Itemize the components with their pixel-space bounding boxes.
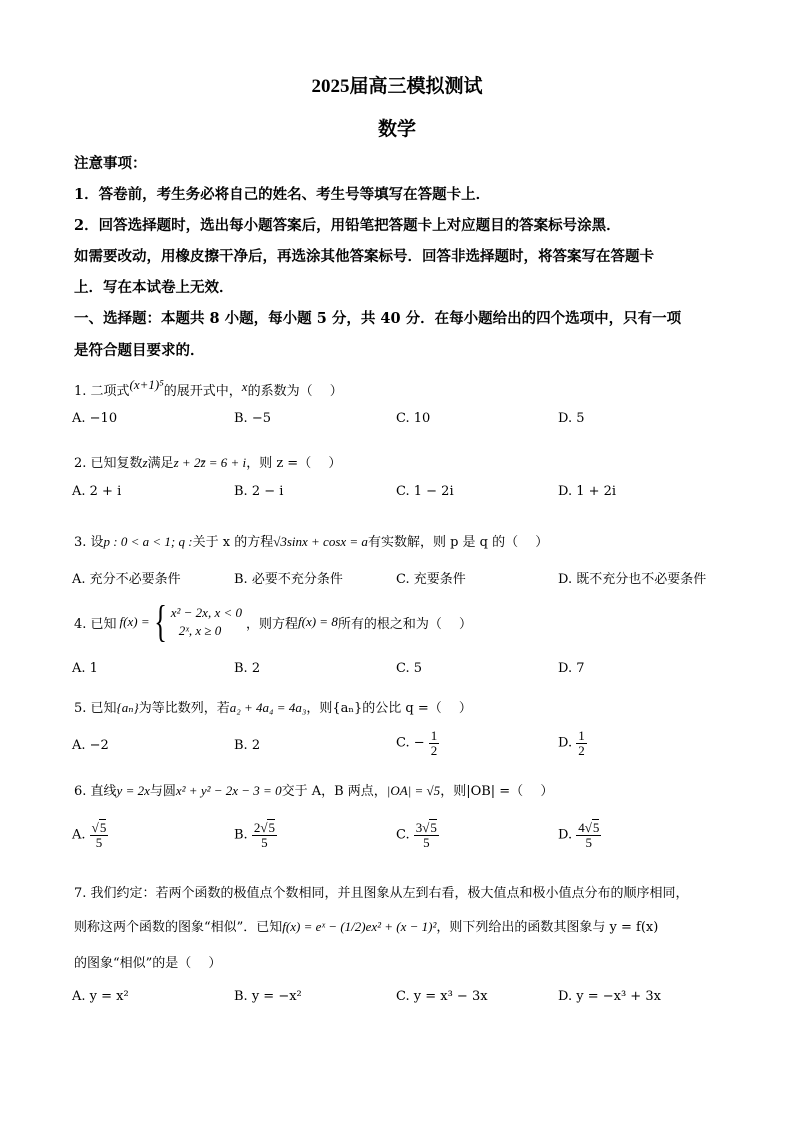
question-text: 为等比数列，若 [138, 701, 230, 716]
option-a: A. 充分不必要条件 [72, 572, 181, 587]
subject-title: 数学 [377, 119, 416, 140]
notice-item-2: 2．回答选择题时，选出每小题答案后，用铅笔把答题卡上对应题目的答案标号涂黑． [74, 217, 621, 234]
piece-2: 2ˣ, x ≥ 0 [178, 623, 222, 638]
question-text: ，则|OB| =（ ） [440, 784, 554, 799]
option-b: B. 必要不充分条件 [234, 572, 343, 587]
option-label: C. − [396, 735, 425, 751]
question-6 [74, 780, 553, 799]
option-c: C. 1 − 2i [396, 484, 454, 499]
option-d: D. 1 + 2i [558, 484, 617, 499]
page-title: 2025届高三模拟测试 [311, 76, 483, 97]
math-expr: f(x) = eˣ − (1/2)ex² + (x − 1)² [282, 919, 437, 934]
option-c: C. 5 [396, 661, 423, 676]
fraction: $\frac{3√5}{5}$ [415, 820, 437, 850]
question-7-line-2 [74, 916, 658, 935]
math-expr: z + 2z̄ = 6 + i [173, 455, 247, 470]
fraction: $\frac{2√5}{5}$ [253, 820, 275, 850]
option-b: B. y = −x² [234, 989, 302, 1004]
question-text: 的展开式中， [163, 384, 242, 399]
question-7-line-3: 的图象“相似”的是（ ） [74, 956, 222, 971]
option-c [396, 729, 439, 757]
math-var: x [241, 379, 248, 394]
math-expr: f(x) = 8 [298, 614, 338, 629]
question-5 [74, 697, 472, 716]
question-3 [74, 531, 548, 550]
option-a: A. $\frac{√5}{5}$ [72, 820, 107, 850]
fraction: $\frac{1}{2}$ [578, 728, 585, 758]
option-d [558, 729, 587, 757]
option-a: A. 2 + i [72, 484, 122, 499]
question-text: 满足 [147, 456, 174, 471]
question-text: 的系数为（ ） [247, 384, 343, 399]
question-text: ，则方程 [246, 616, 299, 632]
question-1 [74, 377, 343, 399]
piecewise-cases [171, 604, 242, 640]
question-text: 2. 已知复数 [74, 456, 143, 471]
section-heading-cont: 是符合题目要求的． [74, 342, 205, 359]
left-brace-icon: { [153, 597, 167, 646]
fraction: $\frac{4√5}{5}$ [578, 820, 600, 850]
option-b: B. −5 [234, 411, 271, 426]
question-text: 与圆 [149, 784, 176, 799]
option-d: D. $\frac{4√5}{5}$ [558, 820, 600, 850]
option-d: D. 既不充分也不必要条件 [558, 572, 707, 587]
notice-item-1: 1．答卷前，考生务必将自己的姓名、考生号等填写在答题卡上． [74, 186, 491, 203]
question-text: 3. 设 [74, 535, 104, 550]
math-expr: x² + y² − 2x − 3 = 0 [175, 783, 282, 798]
notice-item-2-cont: 如需要改动，用橡皮擦干净后，再选涂其他答案标号．回答非选择题时，将答案写在答题卡 [74, 248, 654, 265]
notice-item-2-cont-2: 上．写在本试卷上无效． [74, 279, 234, 296]
question-2 [74, 452, 341, 471]
question-text: 所有的根之和为（ ） [337, 616, 472, 632]
option-b: B. 2 − i [234, 484, 284, 499]
option-c: C. 10 [396, 411, 431, 426]
question-text: 有实数解，则 p 是 q 的（ ） [367, 535, 549, 550]
math-expr: f(x) = [119, 614, 150, 629]
math-expr: |OA| = √5 [386, 783, 441, 798]
question-text: 5. 已知 [74, 701, 117, 716]
piece-1: x² − 2x, x < 0 [170, 604, 242, 620]
fraction: $\frac{1}{2}$ [430, 728, 438, 758]
option-d: D. y = −x³ + 3x [558, 989, 661, 1004]
question-7: 7. 我们约定：若两个函数的极值点个数相同，并且图象从左到右看，极大值点和极小值点分布的顺序相同， [74, 886, 689, 901]
option-d: D. 7 [558, 661, 585, 676]
option-a: A. y = x² [72, 989, 129, 1004]
option-b: B. 2 [234, 738, 261, 753]
option-a: A. −2 [72, 738, 109, 753]
question-text: 6. 直线 [74, 784, 117, 799]
question-text: 1. 二项式 [74, 384, 130, 399]
option-c: C. $\frac{3√5}{5}$ [396, 820, 437, 850]
question-text: 关于 x 的方程 [192, 535, 274, 550]
math-expr: p : 0 < a < 1; q : [103, 534, 193, 549]
question-text: 交于 A，B 两点， [281, 784, 387, 799]
option-a: A. 1 [72, 661, 98, 676]
math-expr: a₂ + 4a₄ = 4a₃ [229, 700, 307, 715]
math-expr: (x+1)⁵ [129, 377, 164, 392]
question-text: ，则下列给出的函数其图象与 y = f(x) [436, 920, 659, 935]
option-c: C. 充要条件 [396, 572, 466, 587]
question-4 [74, 598, 472, 646]
option-a: A. −10 [72, 411, 118, 426]
notice-heading: 注意事项： [74, 155, 147, 172]
option-b: B. $\frac{2√5}{5}$ [234, 820, 275, 850]
option-d: D. 5 [558, 411, 585, 426]
math-expr: y = 2x [116, 783, 150, 798]
question-text: 4. 已知 [74, 616, 117, 632]
fraction: $\frac{√5}{5}$ [91, 820, 107, 850]
math-expr: {aₙ} [116, 700, 139, 715]
math-expr: √3sinx + cosx = a [273, 534, 368, 549]
option-c: C. y = x³ − 3x [396, 989, 488, 1004]
question-text: ，则 z =（ ） [246, 456, 342, 471]
question-text: 则称这两个函数的图象“相似”．已知 [74, 920, 283, 935]
math-var: z [142, 455, 148, 470]
question-text: ，则{aₙ}的公比 q =（ ） [306, 701, 472, 716]
option-b: B. 2 [234, 661, 261, 676]
section-heading: 一、选择题：本题共 8 小题，每小题 5 分，共 40 分．在每小题给出的四个选项中，只有一项 [74, 310, 682, 327]
option-label: D. [558, 735, 573, 751]
